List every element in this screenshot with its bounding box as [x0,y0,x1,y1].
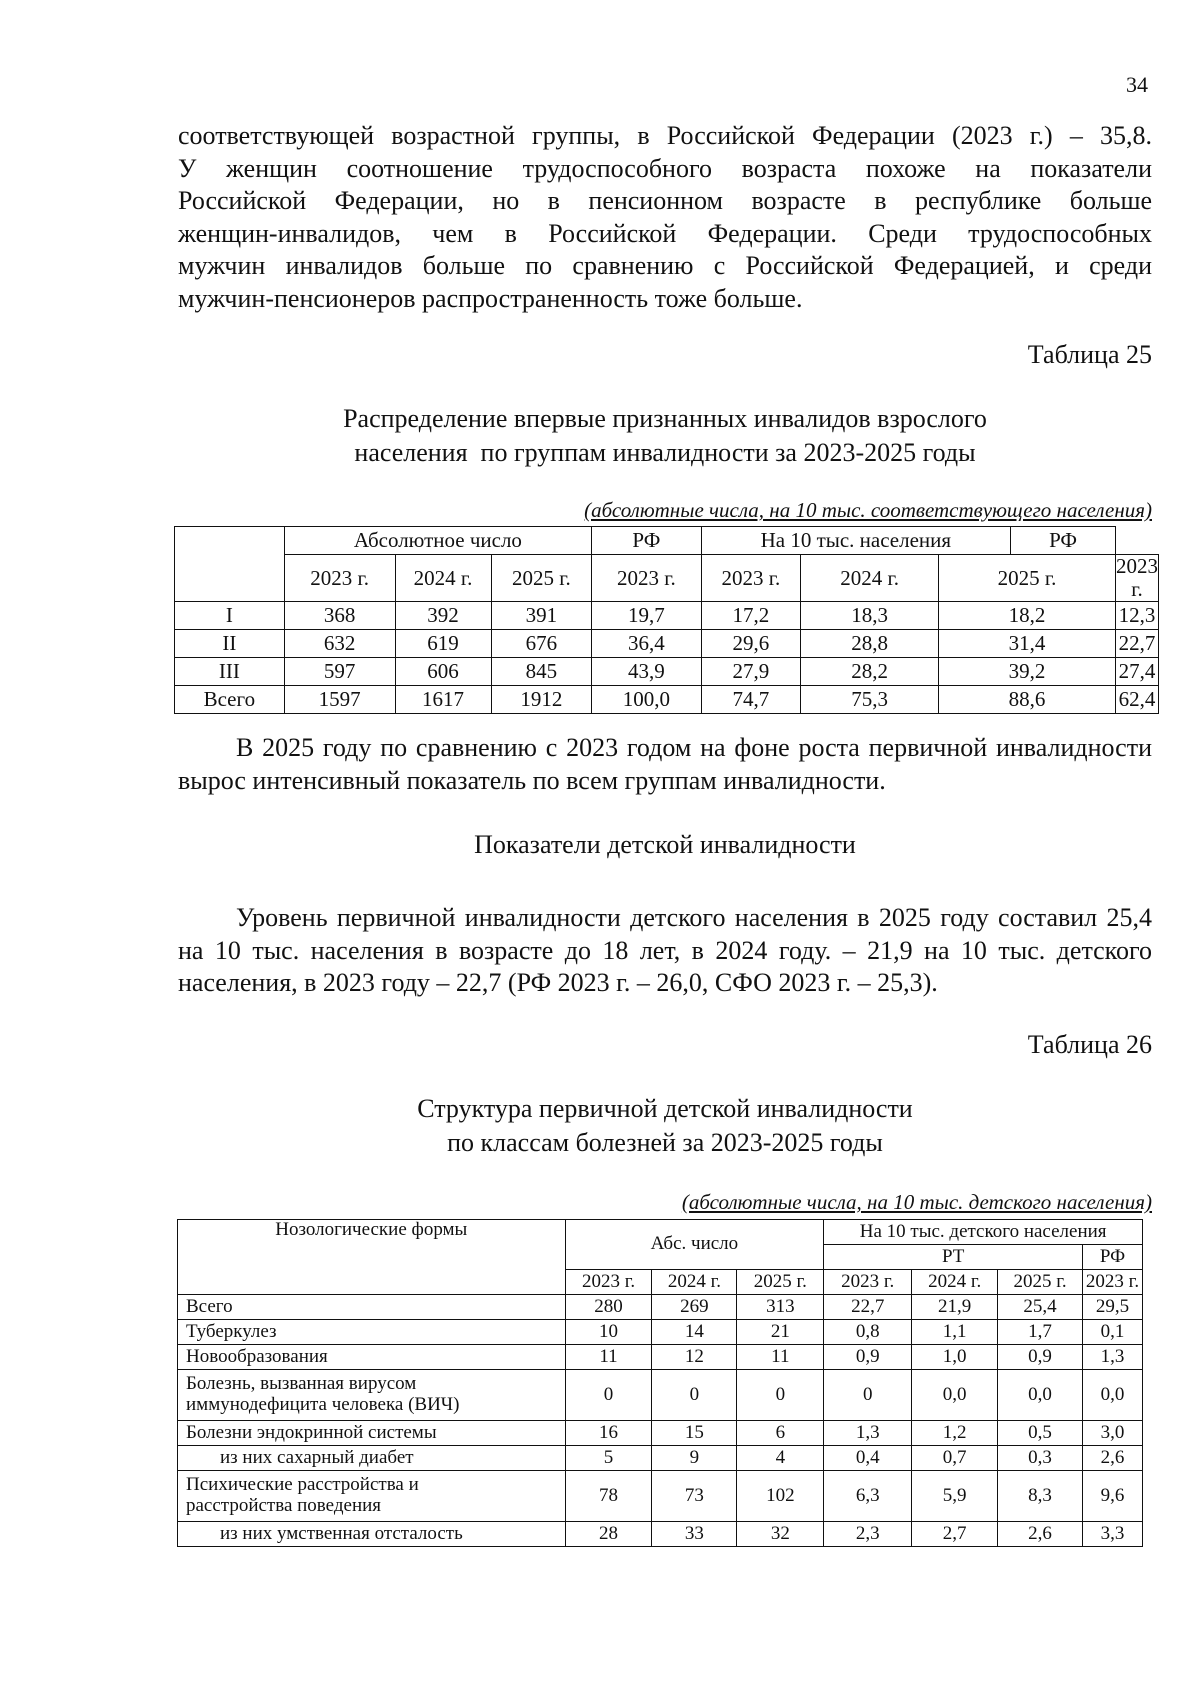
table-cell: 0,0 [912,1370,998,1421]
header-cell: РФ [1083,1245,1143,1270]
table-cell: 75,3 [801,686,939,714]
paragraph-child-disability: Уровень первичной инвалидности детского населения в 2025 году составил 25,4 на 10 тыс. населения в возрасте до 18 лет, в 2024 году. – 21,9 на 10 тыс. детского населения, в 2023 году – 22,7 (РФ 2023 г. – 26,0, СФО 2023 г. – 25,3). [178,903,1152,997]
table-cell: 2,3 [824,1522,912,1547]
table-row [178,1295,1143,1320]
table-cell: 28,2 [801,658,939,686]
table-cell: 10 [565,1320,652,1345]
table-cell: 0 [565,1370,652,1421]
table-cell: 36,4 [592,630,701,658]
row-label: II [175,630,285,658]
table-cell: 19,7 [592,602,701,630]
table-cell: 88,6 [939,686,1116,714]
row-label-line2: иммунодефицита человека (ВИЧ) [186,1394,460,1415]
table-cell: 11 [565,1345,652,1370]
table-row [175,602,1159,630]
table-cell: 0,0 [998,1370,1083,1421]
header-cell: Нозологические формы [178,1220,566,1295]
table25-title-line2: населения по группам инвалидности за 2023-2025 годы [354,438,976,467]
table-row [178,1320,1143,1345]
row-label: Туберкулез [178,1320,566,1345]
table-cell: 43,9 [592,658,701,686]
table-cell: 280 [565,1295,652,1320]
table-cell: 0,8 [824,1320,912,1345]
table-cell: 6,3 [824,1471,912,1522]
table-cell: 15 [652,1421,737,1446]
table-cell: 17,2 [701,602,801,630]
table-cell: 632 [284,630,395,658]
header-cell: Абсолютное число [284,527,591,555]
row-label: Болезни эндокринной системы [178,1421,566,1446]
table-cell: 102 [737,1471,824,1522]
table-cell: 2,6 [1083,1446,1143,1471]
table-row [178,1370,1143,1421]
table-cell: 0 [824,1370,912,1421]
table-cell: 33 [652,1522,737,1547]
table-cell: 28 [565,1522,652,1547]
table-cell: 313 [737,1295,824,1320]
table-cell: 1912 [491,686,592,714]
table25-label: Таблица 25 [1027,340,1152,369]
table-cell: 0,9 [824,1345,912,1370]
header-cell: 2024 г. [912,1270,998,1295]
table-cell: 619 [395,630,491,658]
paragraph-summary: В 2025 году по сравнению с 2023 годом на фоне роста первичной инвалидности вырос интенсивный показатель по всем группам инвалидности. [178,733,1152,795]
intro-line: мужчин инвалидов больше по сравнению с Российской Федерацией, и среди [178,251,1152,280]
table-cell: 3,3 [1083,1522,1143,1547]
table-cell: 0,9 [998,1345,1083,1370]
table-cell: 78 [565,1471,652,1522]
table25-units: (абсолютные числа, на 10 тыс. соответствующего населения) [584,498,1152,522]
table-cell: 11 [737,1345,824,1370]
table-row [178,1345,1143,1370]
header-cell: 2023 г. [1083,1270,1143,1295]
row-label-line1: Болезнь, вызванная вирусом [186,1373,417,1395]
table-row [178,1522,1143,1547]
table-cell: 0,5 [998,1421,1083,1446]
intro-line: мужчин-пенсионеров распространенность тоже больше. [178,283,803,313]
table-cell: 21 [737,1320,824,1345]
table-cell: 0 [652,1370,737,1421]
table-cell: 6 [737,1421,824,1446]
table-cell: 18,3 [801,602,939,630]
table-cell: 22,7 [824,1295,912,1320]
header-cell: На 10 тыс. населения [701,527,1011,555]
intro-line: женщин-инвалидов, чем в Российской Федерации. Среди трудоспособных [178,218,1152,248]
table-cell: 0 [737,1370,824,1421]
row-label: III [175,658,285,686]
paragraph-intro [178,120,1152,315]
table-cell: 391 [491,602,592,630]
header-cell: 2023 г. [824,1270,912,1295]
header-cell: 2023 г. [565,1270,652,1295]
intro-line: Российской Федерации, но в пенсионном возрасте в республике больше [178,186,1152,215]
table-cell: 9,6 [1083,1471,1143,1522]
intro-line: У женщин соотношение трудоспособного возраста похоже на показатели [178,153,1152,183]
table26-title-line1: Структура первичной детской инвалидности [417,1094,913,1123]
table-cell: 606 [395,658,491,686]
header-cell: 2024 г. [652,1270,737,1295]
table25 [174,526,1159,714]
table-row [178,1471,1143,1522]
table-cell: 8,3 [998,1471,1083,1522]
table-row [175,630,1159,658]
table-cell: 1,0 [912,1345,998,1370]
table-cell: 4 [737,1446,824,1471]
table-cell: 27,9 [701,658,801,686]
header-cell: 2023 г. [592,555,701,602]
header-cell [175,527,285,602]
table-cell: 2,6 [998,1522,1083,1547]
table-cell: 5 [565,1446,652,1471]
row-label: I [175,602,285,630]
table-cell: 1,1 [912,1320,998,1345]
header-cell: На 10 тыс. детского населения [824,1220,1143,1245]
table-cell: 2,7 [912,1522,998,1547]
table26-title [178,1092,1152,1160]
table26-header-row [178,1220,1143,1245]
table-cell: 14 [652,1320,737,1345]
table-cell: 12,3 [1116,602,1159,630]
table-cell: 392 [395,602,491,630]
table-cell: 1597 [284,686,395,714]
row-label: из них сахарный диабет [178,1446,566,1471]
table-cell: 1,3 [824,1421,912,1446]
table25-title-line1: Распределение впервые признанных инвалидов взрослого [343,404,987,433]
header-cell: Абс. число [565,1220,824,1270]
header-cell: 2023 г. [1116,554,1158,602]
page-number: 34 [1126,72,1148,97]
header-cell: РФ [1011,527,1116,555]
row-label: Всего [175,686,285,714]
table-cell: 368 [284,602,395,630]
table-row [178,1446,1143,1471]
row-label: из них умственная отсталость [178,1522,566,1547]
table-cell: 31,4 [939,630,1116,658]
table-cell: 100,0 [592,686,701,714]
table-cell: 0,1 [1083,1320,1143,1345]
table-cell: 29,5 [1083,1295,1143,1320]
table-cell: 27,4 [1116,658,1159,686]
header-cell: 2025 г. [939,555,1116,602]
table-cell: 0,0 [1083,1370,1143,1421]
table25-year-header-row [175,555,1159,602]
table-cell: 269 [652,1295,737,1320]
row-label: Всего [178,1295,566,1320]
table-row [178,1421,1143,1446]
table-cell: 74,7 [701,686,801,714]
header-cell: 2024 г. [801,555,939,602]
table-cell: 1,7 [998,1320,1083,1345]
table-cell: 28,8 [801,630,939,658]
table26-units: (абсолютные числа, на 10 тыс. детского населения) [681,1190,1152,1214]
table-row [175,658,1159,686]
header-cell: 2023 г. [701,555,801,602]
table-cell: 39,2 [939,658,1116,686]
table-cell: 32 [737,1522,824,1547]
table-cell: 0,7 [912,1446,998,1471]
header-cell: 2024 г. [395,555,491,602]
table-cell: 16 [565,1421,652,1446]
table-cell: 597 [284,658,395,686]
table-cell: 12 [652,1345,737,1370]
row-label-line1: Психические расстройства и [186,1474,419,1496]
header-cell: 2025 г. [737,1270,824,1295]
table26-title-line2: по классам болезней за 2023-2025 годы [447,1128,883,1157]
row-label [178,1471,566,1522]
table25-group-header-row [175,527,1159,555]
table-cell: 22,7 [1116,630,1159,658]
table-cell: 0,4 [824,1446,912,1471]
row-label [178,1370,566,1421]
header-cell: РФ [592,527,701,555]
header-cell: 2025 г. [998,1270,1083,1295]
table-cell: 18,2 [939,602,1116,630]
header-cell: РТ [824,1245,1083,1270]
table25-title [178,402,1152,470]
row-label-line2: расстройства поведения [186,1495,382,1516]
row-label: Новообразования [178,1345,566,1370]
table-cell: 9 [652,1446,737,1471]
table-cell: 0,3 [998,1446,1083,1471]
table-cell: 676 [491,630,592,658]
table26 [177,1219,1143,1547]
table-row [175,686,1159,714]
table-cell: 21,9 [912,1295,998,1320]
table-cell: 1,2 [912,1421,998,1446]
table-cell: 29,6 [701,630,801,658]
table-cell: 73 [652,1471,737,1522]
table-cell: 1,3 [1083,1345,1143,1370]
table-cell: 62,4 [1116,686,1159,714]
intro-line: соответствующей возрастной группы, в Российской Федерации (2023 г.) – 35,8. [178,121,1152,150]
table-cell: 1617 [395,686,491,714]
header-cell: 2023 г. [284,555,395,602]
table-cell: 3,0 [1083,1421,1143,1446]
section-heading: Показатели детской инвалидности [474,830,856,859]
header-cell: 2025 г. [491,555,592,602]
table-cell: 25,4 [998,1295,1083,1320]
table-cell: 5,9 [912,1471,998,1522]
table-cell: 845 [491,658,592,686]
table26-label: Таблица 26 [1027,1030,1152,1059]
